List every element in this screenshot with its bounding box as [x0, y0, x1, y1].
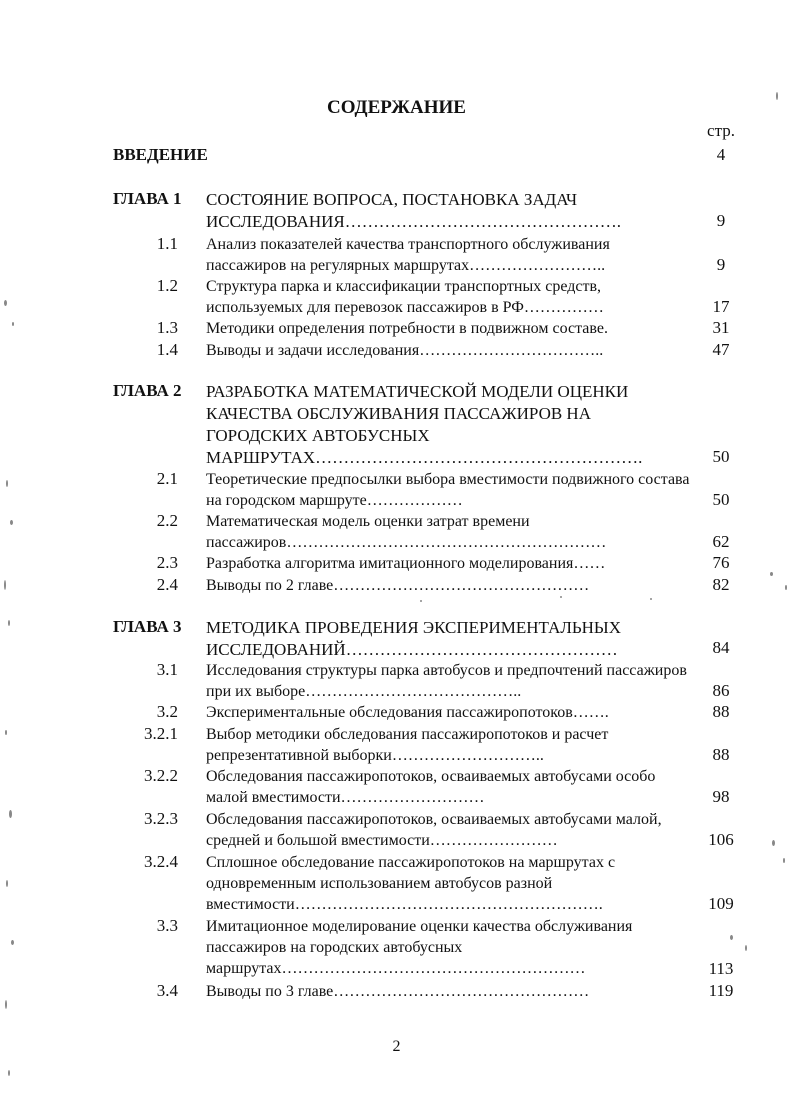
- chapter-1-label: ГЛАВА 1: [113, 189, 182, 208]
- section-1-2-page: 17: [712, 297, 730, 316]
- section-1-3-page: 31: [712, 318, 730, 337]
- section-3-3-number: 3.3: [156, 916, 178, 935]
- section-3-2-1-text: Выбор методики обследования пассажиропотоков и расчет репрезентативной выборки………………………..: [206, 726, 609, 764]
- chapter-1-title: СОСТОЯНИЕ ВОПРОСА, ПОСТАНОВКА ЗАДАЧ ИССЛЕДОВАНИЯ………………………………………….: [206, 190, 622, 231]
- section-1-1-number: 1.1: [156, 234, 178, 253]
- chapter-3-title: МЕТОДИКА ПРОВЕДЕНИЯ ЭКСПЕРИМЕНТАЛЬНЫХ ИССЛЕДОВАНИЙ…………………………………………: [206, 618, 622, 659]
- section-2-4-page: 82: [712, 575, 730, 594]
- section-3-1-text: Исследования структуры парка автобусов и предпочтений пассажиров при их выборе…………………………………..: [206, 662, 687, 700]
- section-1-4-number: 1.4: [156, 340, 178, 359]
- section-3-1-number: 3.1: [156, 660, 178, 679]
- introduction-label: ВВЕДЕНИЕ: [113, 145, 208, 164]
- section-1-3-number: 1.3: [156, 318, 178, 337]
- section-1-1-text: Анализ показателей качества транспортного обслуживания пассажиров на регулярных маршрутах……………………..: [206, 236, 610, 274]
- section-2-1-page: 50: [712, 490, 730, 509]
- section-3-2-2-page: 98: [712, 787, 730, 806]
- section-1-2-number: 1.2: [156, 276, 178, 295]
- section-3-3-text: Имитационное моделирование оценки качества обслуживания пассажиров на городских автобусных маршрутах…………………………………………………: [206, 918, 633, 977]
- chapter-2-page: 50: [712, 447, 730, 466]
- page-column-header: стр.: [707, 121, 735, 140]
- section-2-4-number: 2.4: [156, 575, 178, 594]
- section-2-3-text: Разработка алгоритма имитационного моделирования……: [206, 555, 606, 572]
- section-3-2-1-page: 88: [712, 745, 730, 764]
- section-3-2-4-number: 3.2.4: [144, 852, 178, 871]
- section-2-2-number: 2.2: [156, 511, 178, 530]
- section-2-2-text: Математическая модель оценки затрат времени пассажиров……………………………………………………: [206, 513, 607, 551]
- section-3-2-text: Экспериментальные обследования пассажиропотоков…….: [206, 704, 609, 721]
- section-3-2-3-page: 106: [708, 830, 734, 849]
- section-2-2-page: 62: [712, 532, 730, 551]
- section-1-4-text: Выводы и задачи исследования……………………………..: [206, 342, 604, 359]
- section-2-4-text: Выводы по 2 главе…………………………………………: [206, 577, 590, 594]
- section-3-2-1-number: 3.2.1: [144, 724, 178, 743]
- section-3-2-2-text: Обследования пассажиропотоков, осваиваемых автобусами особо малой вместимости………………………: [206, 768, 656, 806]
- section-3-4-page: 119: [708, 981, 734, 1000]
- footer-page-number: 2: [392, 1038, 401, 1055]
- section-2-1-number: 2.1: [156, 469, 178, 488]
- toc-title: СОДЕРЖАНИЕ: [327, 97, 466, 118]
- chapter-2-title: РАЗРАБОТКА МАТЕМАТИЧЕСКОЙ МОДЕЛИ ОЦЕНКИ КАЧЕСТВА ОБСЛУЖИВАНИЯ ПАССАЖИРОВ НА ГОРОДСКИХ АВТОБУСНЫХ МАРШРУТАХ………………………………………………….: [206, 382, 643, 467]
- section-2-3-page: 76: [712, 553, 730, 572]
- section-1-3-text: Методики определения потребности в подвижном составе.: [206, 320, 608, 337]
- section-3-4-number: 3.4: [156, 981, 178, 1000]
- section-3-2-2-number: 3.2.2: [144, 766, 178, 785]
- section-1-4-page: 47: [712, 340, 730, 359]
- section-3-2-4-page: 109: [708, 894, 734, 913]
- section-3-2-3-text: Обследования пассажиропотоков, осваиваемых автобусами малой, средней и большой вместимости……………………: [206, 811, 662, 849]
- chapter-3-label: ГЛАВА 3: [113, 617, 182, 636]
- section-3-1-page: 86: [712, 681, 730, 700]
- section-2-1-text: Теоретические предпосылки выбора вместимости подвижного состава на городском маршруте………………: [206, 471, 690, 509]
- section-3-2-4-text: Сплошное обследование пассажиропотоков на маршрутах с одновременным использованием автобусов разной вместимости………………………………………………….: [206, 854, 616, 913]
- introduction-page: 4: [716, 145, 726, 164]
- chapter-1-page: 9: [716, 211, 726, 230]
- section-3-4-text: Выводы по 3 главе…………………………………………: [206, 983, 590, 1000]
- section-3-2-page: 88: [712, 702, 730, 721]
- section-1-2-text: Структура парка и классификации транспортных средств, используемых для перевозок пассажиров в РФ……………: [206, 278, 604, 316]
- section-3-2-3-number: 3.2.3: [144, 809, 178, 828]
- section-2-3-number: 2.3: [156, 553, 178, 572]
- section-3-3-page: 113: [708, 959, 734, 978]
- section-1-1-page: 9: [716, 255, 726, 274]
- chapter-2-label: ГЛАВА 2: [113, 381, 182, 400]
- section-3-2-number: 3.2: [156, 702, 178, 721]
- chapter-3-page: 84: [712, 638, 730, 657]
